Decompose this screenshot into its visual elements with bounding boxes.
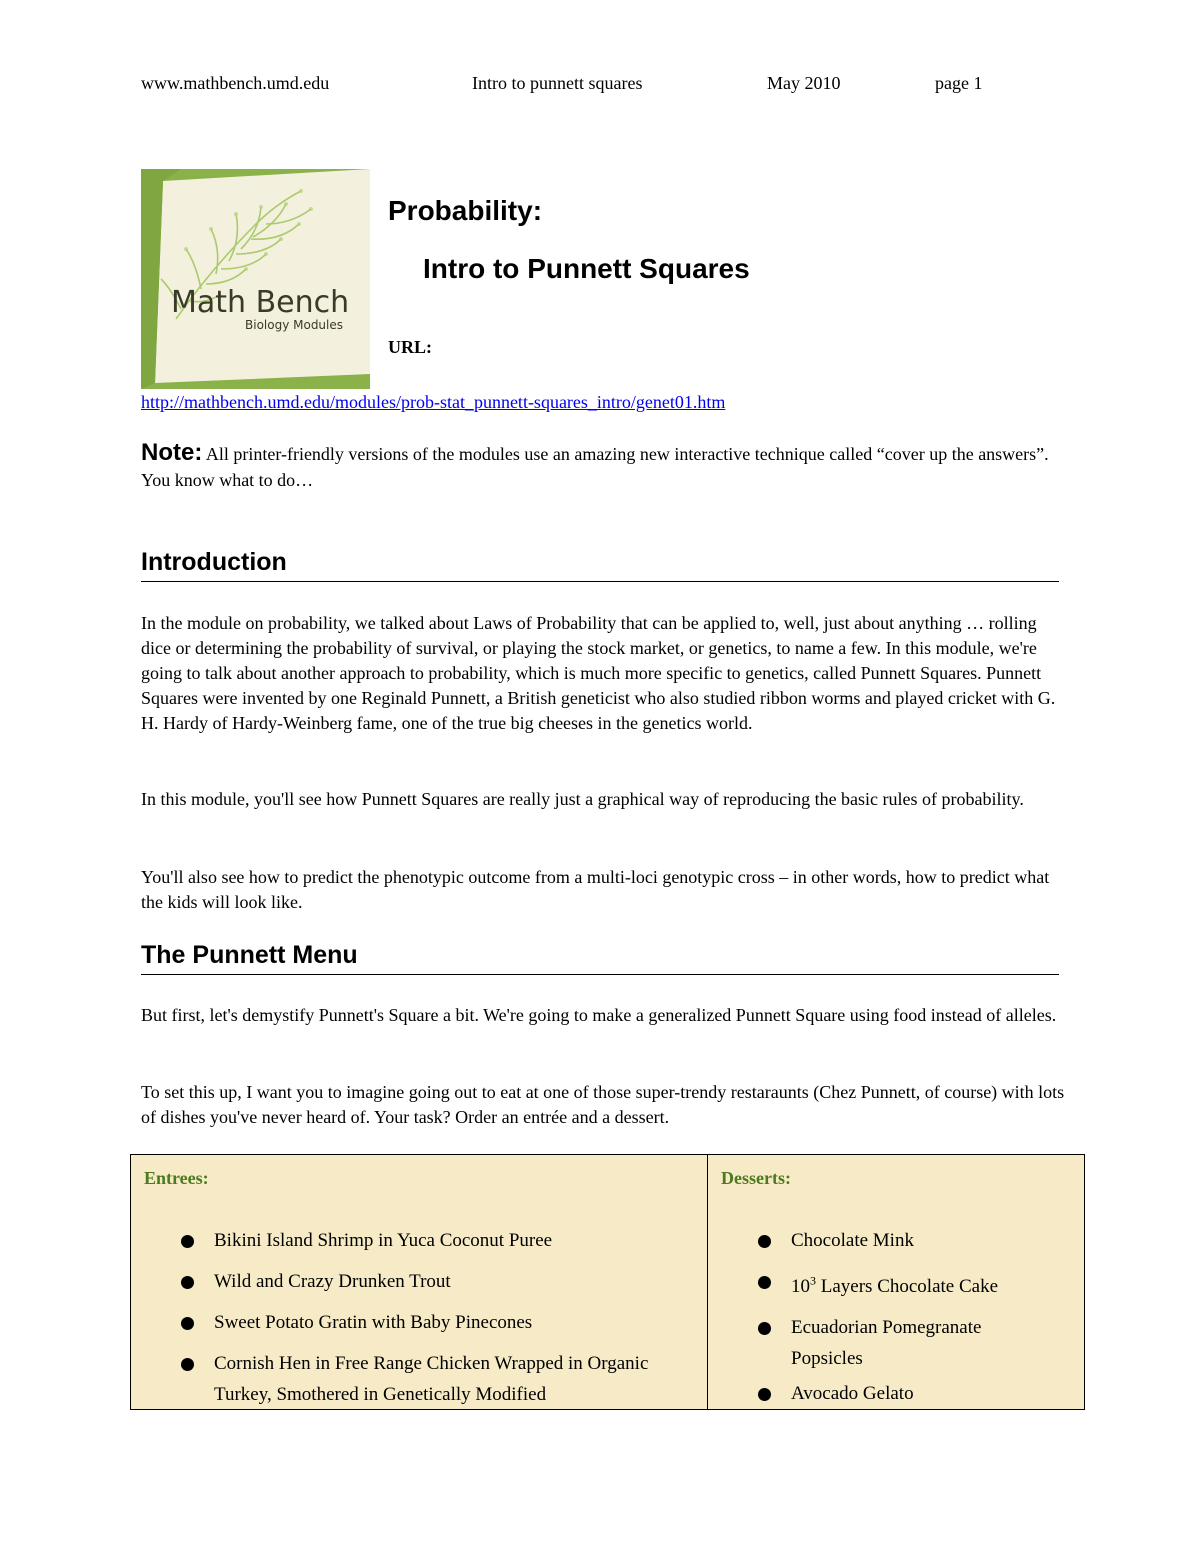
logo-title: Math Bench (171, 285, 350, 320)
list-item (179, 1307, 684, 1338)
list-item (756, 1378, 1051, 1409)
bullet-icon (758, 1276, 771, 1289)
intro-paragraph-3: You'll also see how to predict the phenotypic outcome from a multi-loci genotypic cross – in other words, how to predict what the kids will look like. (141, 867, 1050, 912)
entree-label: Sweet Potato Gratin with Baby Pinecones (214, 1312, 533, 1333)
bullet-icon (181, 1276, 194, 1289)
entree-label: Wild and Crazy Drunken Trout (214, 1271, 451, 1292)
menu-paragraph-2: To set this up, I want you to imagine going out to eat at one of those super-trendy restaraunts (Chez Punnett, of course) with lots of dishes you've never heard of. Your task? Order an entrée and a dessert. (141, 1082, 1065, 1127)
entrees-title: Entrees: (144, 1168, 209, 1188)
introduction-heading: Introduction (141, 548, 1059, 582)
dessert-label: Ecuadorian Pomegranate Popsicles (791, 1317, 982, 1370)
bullet-icon (758, 1235, 771, 1248)
bullet-icon (181, 1235, 194, 1248)
intro-paragraph-2: In this module, you'll see how Punnett Squares are really just a graphical way of reproducing the basic rules of probability. (141, 789, 1024, 809)
page-subtitle: Intro to Punnett Squares (423, 253, 750, 284)
url-label: URL: (388, 337, 432, 357)
dessert-rest: Layers Chocolate Cake (816, 1276, 999, 1298)
menu-table (130, 1154, 1085, 1410)
header-topic: Intro to punnett squares (472, 73, 643, 93)
list-item (179, 1225, 684, 1256)
dessert-label: Avocado Gelato (791, 1383, 914, 1405)
bullet-icon (181, 1317, 194, 1330)
header-site: www.mathbench.umd.edu (141, 73, 330, 93)
module-url-link[interactable]: http://mathbench.umd.edu/modules/prob-stat_punnett-squares_intro/genet01.htm (141, 392, 726, 412)
desserts-list (756, 1225, 1051, 1419)
note-paragraph (141, 440, 1061, 493)
entrees-list (179, 1225, 684, 1420)
desserts-column (708, 1155, 1084, 1409)
bullet-icon (758, 1388, 771, 1401)
intro-paragraph-1: In the module on probability, we talked about Laws of Probability that can be applied to, well, just about anything … rolling dice or determining the probability of survival, or playing the stock market, or genetics, to name a few. In this module, we're going to talk about another approach to probability, which is much more specific to genetics, called Punnett Squares. Punnett Squares were invented by one Reginald Punnett, a British geneticist who also studied ribbon worms and played cricket with G. H. Hardy of Hardy-Weinberg fame, one of the true big cheeses in the genetics world. (141, 613, 1056, 733)
dessert-exponent: 3 (810, 1274, 816, 1288)
list-item (756, 1312, 1051, 1374)
list-item (756, 1225, 1051, 1256)
list-item (179, 1266, 684, 1297)
logo-subtitle: Biology Modules (245, 318, 344, 332)
bullet-icon (181, 1358, 194, 1371)
bullet-icon (758, 1322, 771, 1335)
page-title: Probability: (388, 195, 543, 226)
header-date: May 2010 (767, 73, 841, 93)
dessert-base: 10 (791, 1276, 810, 1298)
entree-label: Bikini Island Shrimp in Yuca Coconut Puree (214, 1230, 553, 1251)
dessert-label (791, 1276, 998, 1297)
entrees-column (131, 1155, 708, 1409)
entree-label: Cornish Hen in Free Range Chicken Wrapped in Organic Turkey, Smothered in Genetically Modified (214, 1353, 649, 1405)
menu-paragraph-1: But first, let's demystify Punnett's Square a bit. We're going to make a generalized Punnett Square using food instead of alleles. (141, 1005, 1057, 1025)
note-text: All printer-friendly versions of the modules use an amazing new interactive technique called “cover up the answers”. You know what to do… (141, 444, 1049, 490)
list-item (756, 1266, 1051, 1302)
punnett-menu-heading: The Punnett Menu (141, 941, 1059, 975)
list-item (179, 1348, 684, 1410)
math-bench-logo (141, 169, 370, 389)
dessert-label: Chocolate Mink (791, 1230, 914, 1251)
desserts-title: Desserts: (721, 1168, 791, 1188)
header-page-number: page 1 (935, 73, 983, 93)
note-label: Note: (141, 439, 203, 466)
